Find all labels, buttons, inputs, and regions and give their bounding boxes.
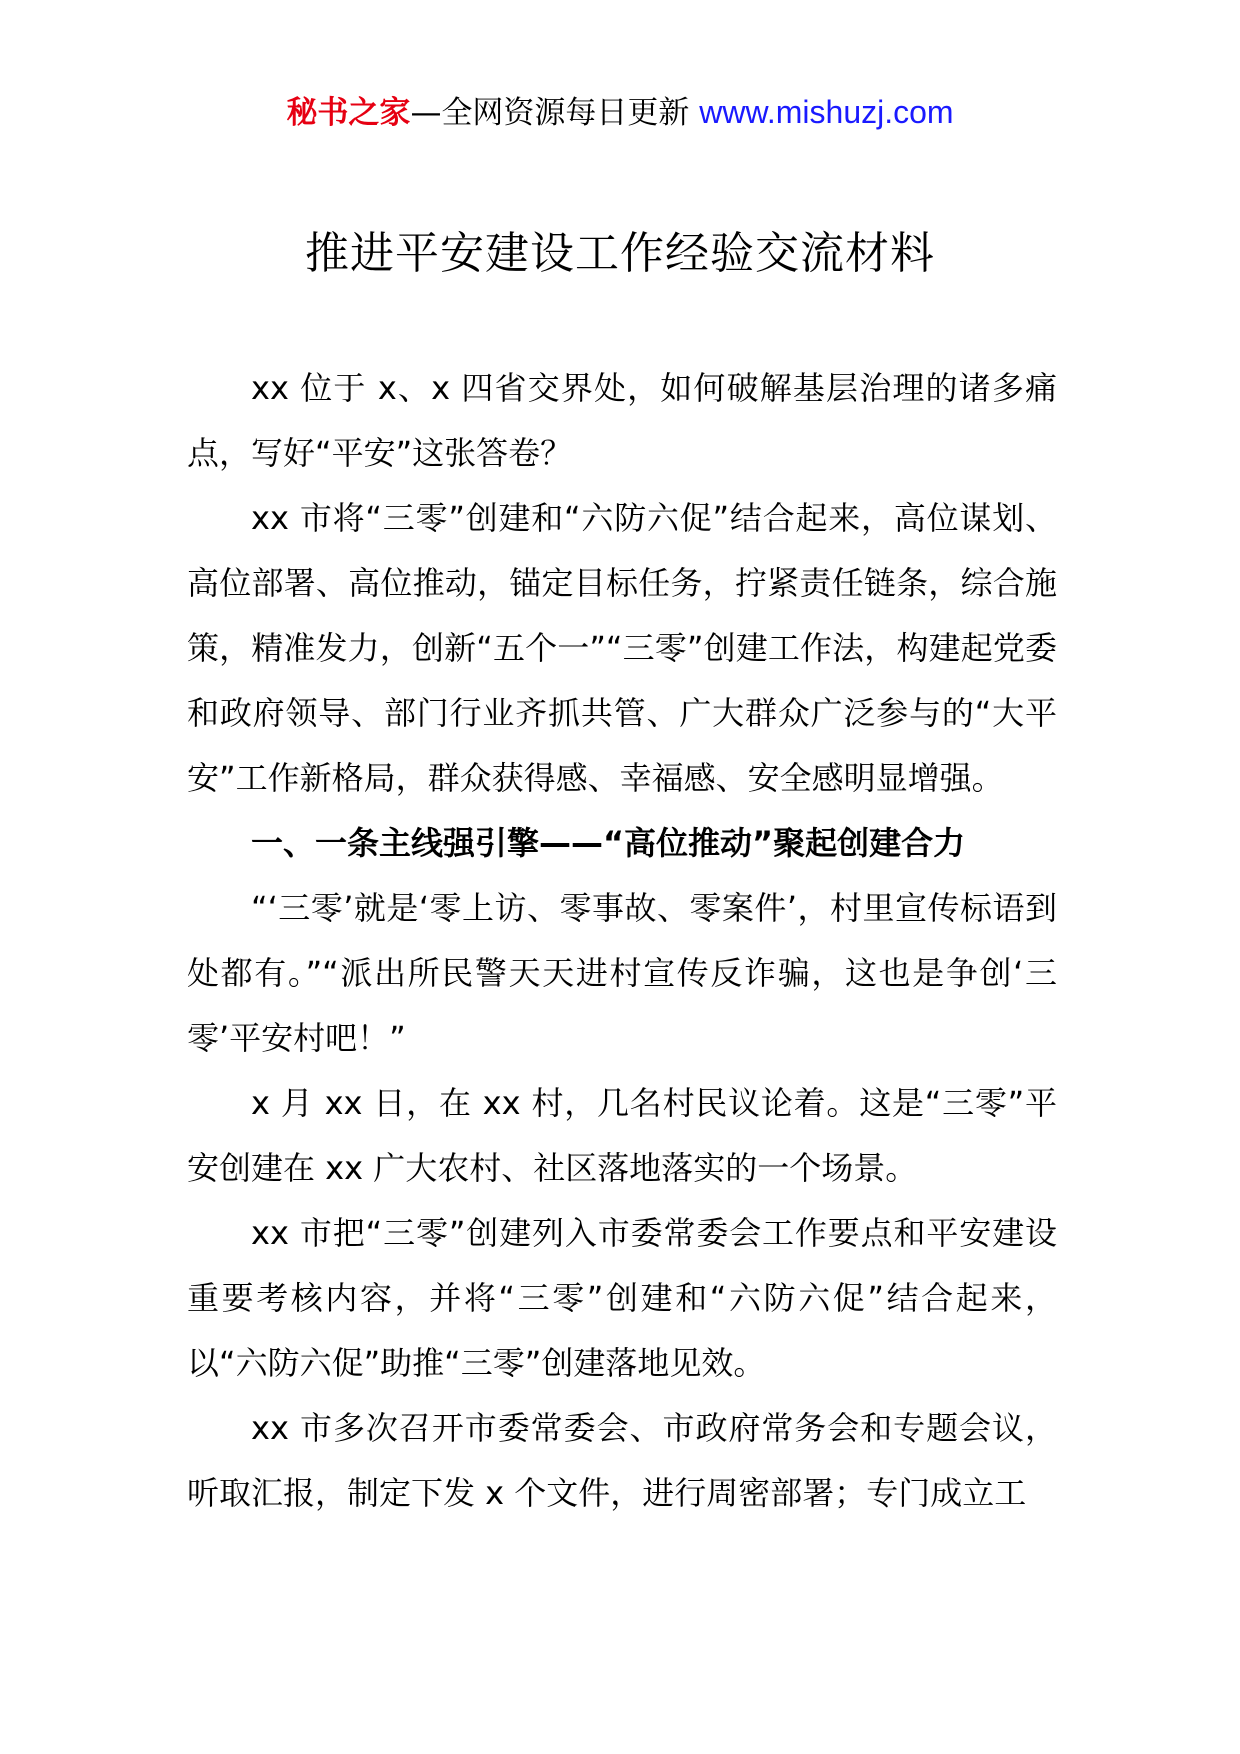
paragraph-meetings: xx 市多次召开市委常委会、市政府常务会和专题会议，听取汇报，制定下发 x 个文件，进行周密部署；专门成立工: [187, 1409, 1057, 1512]
site-tagline: —全网资源每日更新: [410, 95, 690, 131]
section-heading-1: 一、一条主线强引擎——“高位推动”聚起创建合力: [251, 824, 966, 862]
site-url-link[interactable]: www.mishuzj.com: [699, 94, 954, 130]
paragraph-scene: x 月 xx 日，在 xx 村，几名村民议论着。这是“三零”平安创建在 xx 广大农村、社区落地落实的一个场景。: [187, 1084, 1057, 1187]
paragraph-quote: “‘三零’就是‘零上访、零事故、零案件’，村里宣传标语到处都有。”“派出所民警天天进村宣传反诈骗，这也是争创‘三零’平安村吧！”: [187, 889, 1057, 1057]
site-header: [0, 92, 1240, 133]
site-brand: 秘书之家: [286, 95, 411, 131]
document-body: [187, 356, 1057, 1526]
paragraph-policy: xx 市把“三零”创建列入市委常委会工作要点和平安建设重要考核内容，并将“三零”创建和“六防六促”结合起来，以“六防六促”助推“三零”创建落地见效。: [187, 1214, 1057, 1382]
paragraph-intro: xx 位于 x、x 四省交界处，如何破解基层治理的诸多痛点，写好“平安”这张答卷？: [187, 369, 1057, 472]
paragraph-overview: xx 市将“三零”创建和“六防六促”结合起来，高位谋划、高位部署、高位推动，锚定目标任务，拧紧责任链条，综合施策，精准发力，创新“五个一”“三零”创建工作法，构建起党委和政府领导、部门行业齐抓共管、广大群众广泛参与的“大平安”工作新格局，群众获得感、幸福感、安全感明显增强。: [187, 499, 1057, 797]
document-title: 推进平安建设工作经验交流材料: [305, 228, 935, 279]
